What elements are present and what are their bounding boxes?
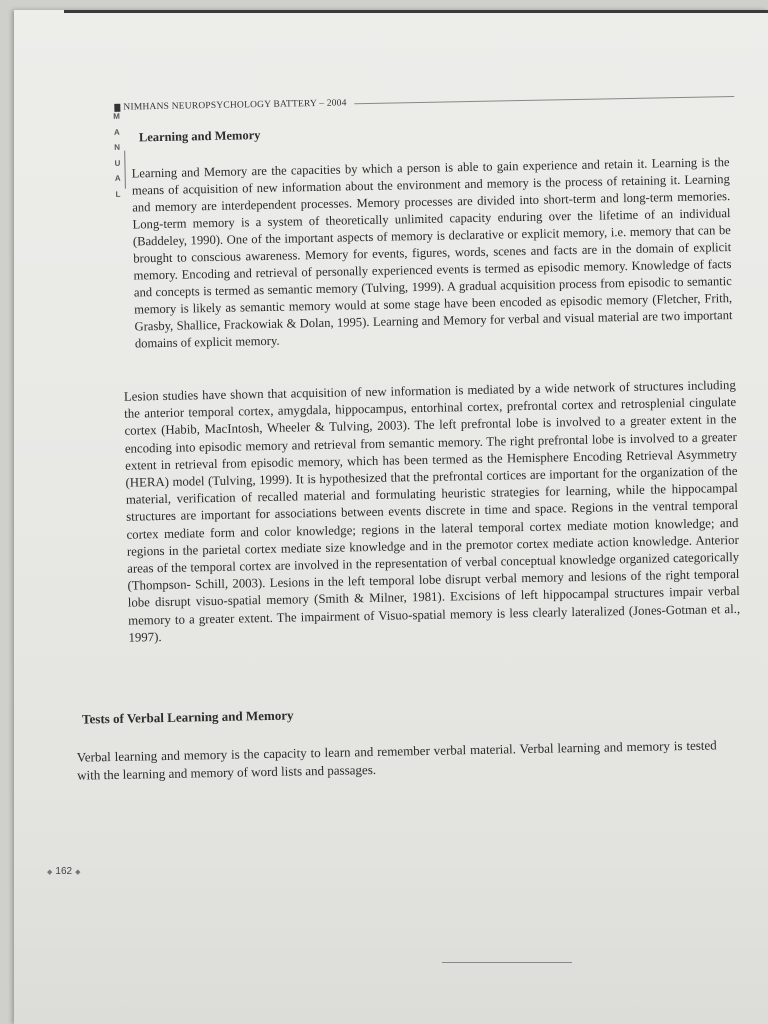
running-title: NIMHANS NEUROPSYCHOLOGY BATTERY – 2004	[123, 98, 347, 113]
side-letter: A	[114, 173, 121, 183]
page-number-text: 162	[55, 866, 73, 877]
document-page	[14, 10, 768, 1024]
header-rule	[355, 95, 735, 103]
subsection-title: Tests of Verbal Learning and Memory	[81, 707, 294, 727]
header-square-icon	[114, 104, 120, 112]
diamond-icon: ◆	[47, 869, 53, 876]
side-tab-manual	[111, 109, 123, 202]
diamond-icon: ◆	[75, 869, 81, 876]
side-letter: M	[113, 111, 120, 121]
body-paragraph: Learning and Memory are the capacities by which a person is able to gain experience and retain it. Learning is the means of acquisition of new information about the environment and memory is the process of retaining it. Learning and memory are interdependent processes. Memory processes are divided into short-term and long-term memories. Long-term memory is a system of theoretically unlimited capacity enduring over the lifetime of an individual (Baddeley, 1990). One of the important aspects of memory is declarative or explicit memory, i.e. memory that can be brought to conscious awareness. Memory for events, figures, words, scenes and facts are in the domain of explicit memory. Encoding and retrieval of personally experienced events is termed as episodic memory. Knowledge of facts and concepts is termed as semantic memory (Tulving, 1999). A gradual acquisition process from episodic to semantic memory is likely as semantic memory would at some stage have been encoded as episodic memory (Fletcher, Frith, Grasby, Shallice, Frackowiak & Dolan, 1995). Learning and Memory for verbal and visual material are two important domains of explicit memory.	[131, 155, 733, 351]
side-letter: L	[115, 189, 121, 199]
top-edge-rule	[64, 10, 768, 13]
page-content	[54, 77, 741, 783]
body-paragraph: Verbal learning and memory is the capacity to learn and remember verbal material. Verbal learning and memory is tested with the learning and memory of word lists and passages.	[76, 737, 717, 783]
side-letter: U	[114, 158, 121, 168]
page-number	[44, 866, 83, 877]
side-letter: A	[113, 127, 120, 137]
section-title: Learning and Memory	[138, 128, 261, 145]
footer-rule	[442, 962, 572, 963]
body-paragraph: Lesion studies have shown that acquisition of new information is mediated by a wide network of structures including the anterior temporal cortex, amygdala, hippocampus, entorhinal cortex, prefrontal cortex and retrosplenial cingulate cortex (Habib, MacIntosh, Wheeler & Tulving, 2003). The left prefrontal lobe is involved to a greater extent in the encoding into episodic memory and retrieval from semantic memory. The right prefrontal lobe is involved to a greater extent in retrieval from episodic memory, which has been termed as the Hemisphere Encoding Retrieval Asymmetry (HERA) model (Tulving, 1999). It is hypothesized that the prefrontal cortices are important for the organization of the material, verification of recalled material and formulating heuristic strategies for learning, while the hippocampal structures are important for associations between events discrete in time and space. Regions in the ventral temporal cortex mediate form and color knowledge; regions in the lateral temporal cortex mediate motion knowledge; and regions in the parietal cortex mediate size knowledge and in the premotor cortex mediate action knowledge. Anterior areas of the temporal cortex are involved in the representation of verbal conceptual knowledge organized categorically (Thompson- Schill, 2003). Lesions in the left temporal lobe disrupt verbal memory and lesions of the right temporal lobe disrupt visuo-spatial memory (Smith & Milner, 1981). Excisions of left hippocampal structures impair verbal memory to a greater extent. The impairment of Visuo-spatial memory is less clearly lateralized (Jones-Gotman et al., 1997).	[123, 377, 741, 645]
side-rule	[124, 151, 126, 189]
side-letter: N	[114, 142, 121, 152]
running-header	[114, 91, 734, 113]
